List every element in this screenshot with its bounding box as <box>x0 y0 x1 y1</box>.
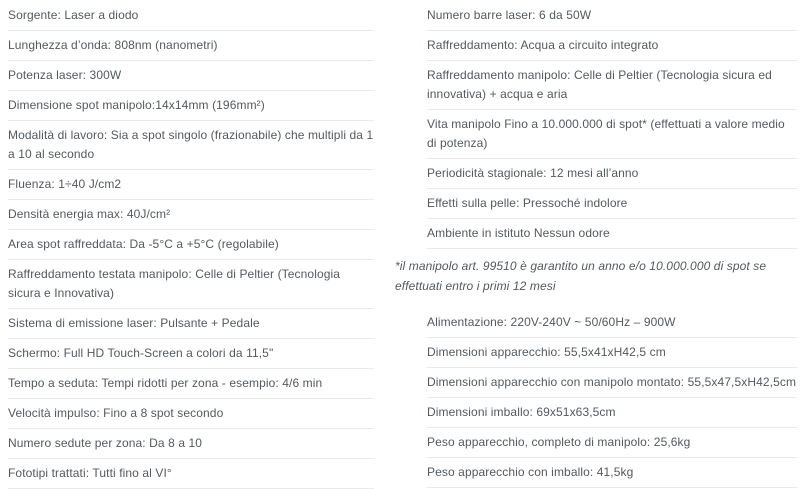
spec-dimensioni-con-manipolo: Dimensioni apparecchio con manipolo montato: 55,5x47,5xH42,5cm <box>427 368 797 398</box>
spec-area-spot: Area spot raffreddata: Da -5°C a +5°C (regolabile) <box>8 230 374 260</box>
spec-dimensioni-imballo: Dimensioni imballo: 69x51x63,5cm <box>427 398 797 428</box>
spec-vita-manipolo: Vita manipolo Fino a 10.000.000 di spot* (effettuati a valore medio di potenza) <box>427 110 797 159</box>
spec-peso-apparecchio: Peso apparecchio, completo di manipolo: 25,6kg <box>427 428 797 458</box>
spec-tempo-seduta: Tempo a seduta: Tempi ridotti per zona - esempio: 4/6 min <box>8 369 374 399</box>
warranty-footnote: *il manipolo art. 99510 è garantito un anno e/o 10.000.000 di spot se effettuati entro i primi 12 mesi <box>395 259 767 293</box>
spec-effetti-pelle: Effetti sulla pelle: Pressoché indolore <box>427 189 797 219</box>
spec-raffreddamento-manipolo: Raffreddamento manipolo: Celle di Peltier (Tecnologia sicura ed innovativa) + acqua e aria <box>427 61 797 110</box>
spec-numero-barre: Numero barre laser: 6 da 50W <box>427 1 797 31</box>
spec-schermo: Schermo: Full HD Touch-Screen a colori da 11,5" <box>8 339 374 369</box>
spec-alimentazione: Alimentazione: 220V-240V ~ 50/60Hz – 900W <box>427 308 797 338</box>
spec-column-right <box>395 1 797 489</box>
spec-dimensioni-apparecchio: Dimensioni apparecchio: 55,5x41xH42,5 cm <box>427 338 797 368</box>
spec-fototipi: Fototipi trattati: Tutti fino al VI° <box>8 459 374 489</box>
spec-raffreddamento: Raffreddamento: Acqua a circuito integrato <box>427 31 797 61</box>
spec-modalita-lavoro: Modalità di lavoro: Sia a spot singolo (frazionabile) che multipli da 1 a 10 al secondo <box>8 121 374 170</box>
spec-velocita-impulso: Velocità impulso: Fino a 8 spot secondo <box>8 399 374 429</box>
spec-column-left <box>8 1 374 489</box>
spec-numero-sedute: Numero sedute per zona: Da 8 a 10 <box>8 429 374 459</box>
spec-sistema-emissione: Sistema di emissione laser: Pulsante + Pedale <box>8 309 374 339</box>
spec-lunghezza-onda: Lunghezza d’onda: 808nm (nanometri) <box>8 31 374 61</box>
spec-ambiente: Ambiente in istituto Nessun odore <box>427 219 797 249</box>
spec-densita-energia: Densità energia max: 40J/cm² <box>8 200 374 230</box>
spec-raffreddamento-testata: Raffreddamento testata manipolo: Celle di Peltier (Tecnologia sicura e Innovativa) <box>8 260 374 309</box>
spec-dimensione-spot: Dimensione spot manipolo:14x14mm (196mm²) <box>8 91 374 121</box>
spec-potenza-laser: Potenza laser: 300W <box>8 61 374 91</box>
spec-fluenza: Fluenza: 1÷40 J/cm2 <box>8 170 374 200</box>
spec-peso-imballo: Peso apparecchio con imballo: 41,5kg <box>427 458 797 488</box>
spec-periodicita: Periodicità stagionale: 12 mesi all’anno <box>427 159 797 189</box>
spec-sorgente: Sorgente: Laser a diodo <box>8 1 374 31</box>
